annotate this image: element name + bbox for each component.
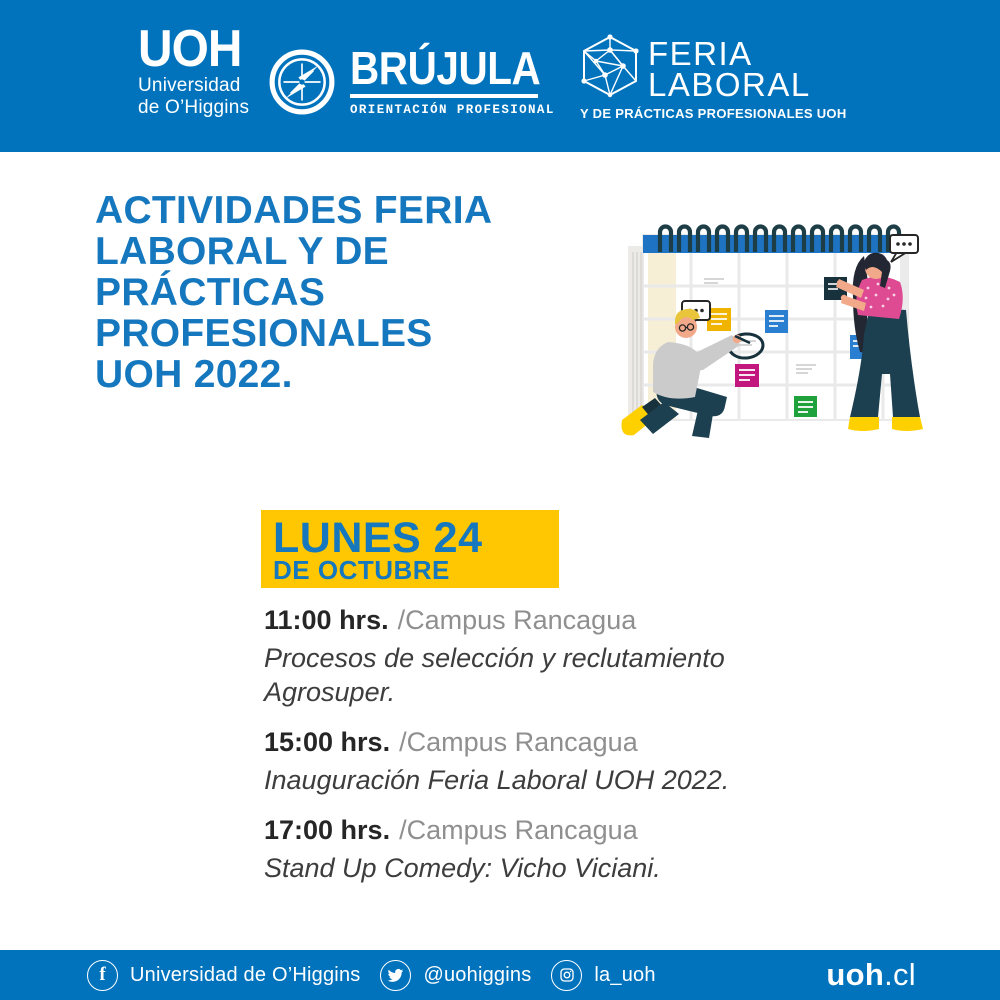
page-title-line: UOH 2022. [95,353,293,396]
date-badge [261,510,559,588]
event-time: 15:00 hrs. [264,727,391,757]
date-month: DE OCTUBRE [273,555,450,585]
uoh-wordmark: UOH [138,20,242,78]
brujula-tagline: ORIENTACIÓN PROFESIONAL [350,103,555,117]
event-location: /Campus Rancagua [399,727,638,757]
header-band [0,0,1000,152]
event-title: Stand Up Comedy: Vicho Viciani. [264,853,661,883]
page-title-line: PRÁCTICAS [95,271,326,314]
event-time: 11:00 hrs. [264,605,389,635]
page-title-line: PROFESIONALES [95,312,433,355]
page-title-line: LABORAL Y DE [95,230,389,273]
schedule-list [264,602,804,900]
event-time: 17:00 hrs. [264,815,391,845]
feria-logo-line1: FERIA [648,35,753,72]
feria-tagline: Y DE PRÁCTICAS PROFESIONALES UOH [580,106,847,121]
twitter-label: @uohiggins [423,963,532,986]
instagram-label: la_uoh [594,963,656,986]
calendar-planning-illustration [598,206,938,446]
instagram-icon [551,960,582,991]
schedule-item [264,812,804,885]
event-title: Procesos de selección y reclutamiento Agrosuper. [264,643,725,707]
website-url-bold: uoh [826,957,885,992]
facebook-handle [87,960,360,991]
event-location: /Campus Rancagua [399,815,638,845]
feria-logo-line2: LABORAL [648,66,811,103]
twitter-icon [380,960,411,991]
schedule-item [264,602,804,709]
brujula-logo [268,42,566,117]
event-title: Inauguración Feria Laboral UOH 2022. [264,765,730,795]
event-location: /Campus Rancagua [397,605,637,635]
schedule-item [264,724,804,797]
date-day: LUNES 24 [273,514,483,562]
brujula-logo-name: BRÚJULA [350,42,541,94]
facebook-icon: f [87,960,118,991]
page-title-line: ACTIVIDADES FERIA [95,189,493,232]
twitter-handle [380,960,531,991]
brujula-underline [350,94,538,98]
uoh-logo-line1: Universidad [138,75,241,96]
instagram-handle [551,960,655,991]
network-polyhedron-icon [580,34,640,98]
website-url-suffix: .cl [884,957,916,992]
uoh-logo-line2: de O’Higgins [138,97,250,118]
feria-laboral-logo [580,34,847,121]
website-url [826,957,916,993]
compass-icon [268,48,336,116]
footer-band [0,950,1000,1000]
page-title [95,190,555,395]
facebook-label: Universidad de O’Higgins [130,963,361,986]
